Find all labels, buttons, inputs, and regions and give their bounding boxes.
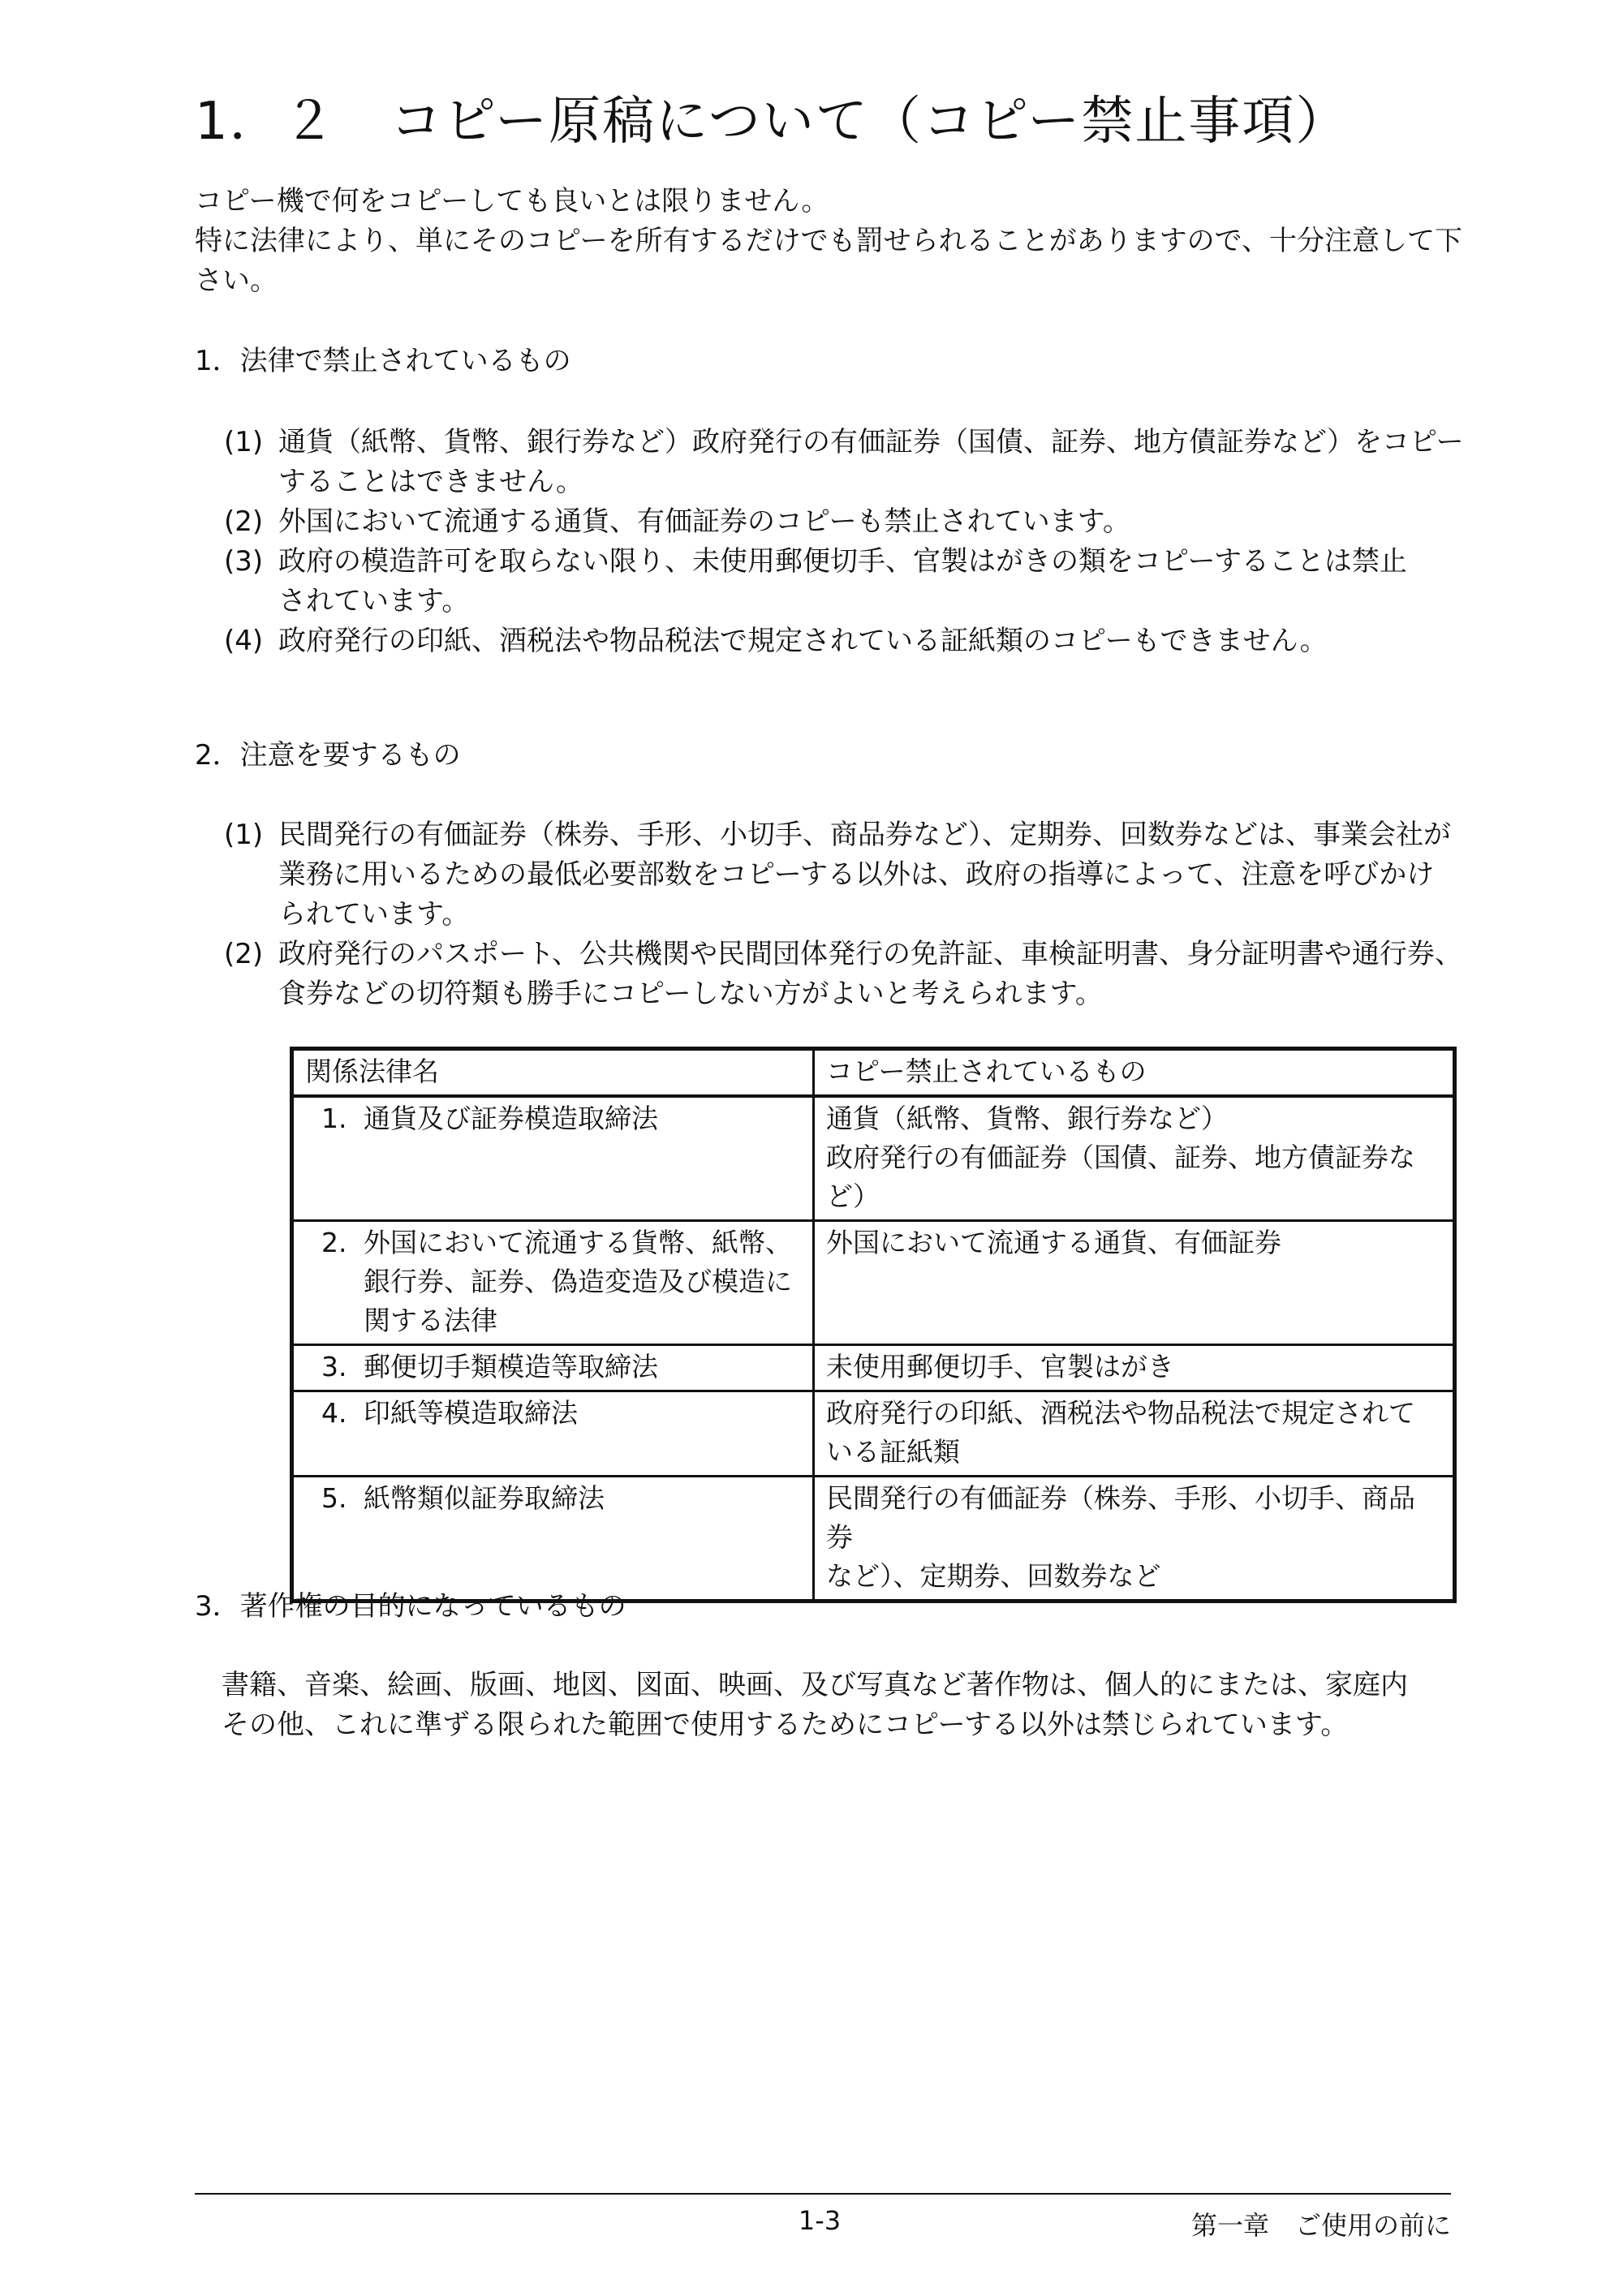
intro-line: コピー機で何をコピーしても良いとは限りません。: [195, 185, 829, 217]
law-name-line: 紙幣類似証券取締法: [364, 1482, 605, 1514]
list-item-text: することはできません。: [278, 466, 584, 498]
law-name-line: 関する法律: [364, 1305, 497, 1336]
row-number: 2.: [321, 1227, 347, 1258]
section-text: 書籍、音楽、絵画、版画、地図、図面、映画、及び写真など著作物は、個人的にまたは、家庭内: [222, 1669, 1408, 1701]
section-heading: 1．法律で禁止されているもの: [195, 345, 571, 377]
law-name-line: 銀行券、証券、偽造変造及び模造に: [364, 1266, 792, 1297]
intro-line: さい。: [195, 264, 278, 297]
row-number: 4.: [321, 1397, 347, 1429]
table-row: [292, 1096, 1455, 1221]
section-text: その他、これに準ずる限られた範囲で使用するためにコピーする以外は禁じられています。: [222, 1709, 1349, 1741]
list-item-label: (3): [224, 545, 264, 578]
table-row: [292, 1477, 1455, 1602]
items-cell: [814, 1096, 1455, 1221]
item-line: 政府発行の有価証券（国債、証券、地方債証券など）: [826, 1142, 1415, 1212]
item-line: 政府発行の印紙、酒税法や物品税法で規定されて: [826, 1397, 1415, 1429]
list-item-text: 通貨（紙幣、貨幣、銀行券など）政府発行の有価証券（国債、証券、地方債証券など）をコピー: [278, 426, 1464, 458]
list-item-label: (4): [224, 625, 264, 657]
items-cell: [814, 1221, 1455, 1345]
list-item-text: 業務に用いるための最低必要部数をコピーする以外は、政府の指導によって、注意を呼びかけ: [278, 858, 1435, 891]
list-item-text: 食券などの切符類も勝手にコピーしない方がよいと考えられます。: [278, 978, 1103, 1010]
page-number: 1-3: [798, 2205, 842, 2236]
item-line: など）、定期券、回数券など: [826, 1560, 1161, 1592]
law-name-line: 通貨及び証券模造取締法: [364, 1103, 658, 1134]
law-name: [305, 1348, 801, 1387]
section-heading: 2．注意を要するもの: [195, 739, 461, 772]
table-header-law: 関係法律名: [292, 1049, 814, 1097]
law-cell: [292, 1391, 814, 1477]
item-line: 通貨（紙幣、貨幣、銀行券など）: [826, 1103, 1228, 1134]
item-line: 外国において流通する通貨、有価証券: [826, 1227, 1281, 1258]
page-title: 1．２ コピー原稿について（コピー禁止事項）: [195, 92, 1350, 152]
list-item-text: 民間発行の有価証券（株券、手形、小切手、商品券など）、定期券、回数券などは、事業会社が: [278, 819, 1451, 851]
law-cell: [292, 1221, 814, 1345]
table-row: [292, 1221, 1455, 1345]
row-number: 1.: [321, 1103, 347, 1134]
row-number: 3.: [321, 1351, 347, 1382]
item-line: 未使用郵便切手、官製はがき: [826, 1351, 1174, 1382]
table-row: [292, 1345, 1455, 1391]
list-item-text: られています。: [278, 898, 470, 931]
list-item-text: されています。: [278, 585, 470, 617]
law-name-line: 郵便切手類模造等取締法: [364, 1351, 658, 1382]
table-row: [292, 1391, 1455, 1477]
law-name: [305, 1223, 801, 1262]
items-cell: [814, 1345, 1455, 1391]
list-item-text: 政府発行のパスポート、公共機関や民間団体発行の免許証、車検証明書、身分証明書や通行券、: [278, 938, 1462, 970]
chapter-label: 第一章 ご使用の前に: [1190, 2210, 1451, 2241]
law-name: [305, 1479, 801, 1518]
list-item-text: 政府発行の印紙、酒税法や物品税法で規定されている証紙類のコピーもできません。: [278, 625, 1328, 657]
list-item-label: (2): [224, 938, 264, 970]
row-number: 5.: [321, 1482, 347, 1514]
list-item-text: 外国において流通する通貨、有価証券のコピーも禁止されています。: [278, 505, 1130, 538]
list-item-label: (2): [224, 505, 264, 538]
law-name-line: 外国において流通する貨幣、紙幣、: [364, 1227, 792, 1258]
law-table: [290, 1047, 1457, 1603]
law-cell: [292, 1477, 814, 1602]
list-item-label: (1): [224, 819, 264, 851]
intro-line: 特に法律により、単にそのコピーを所有するだけでも罰せられることがありますので、十分注意して下: [195, 225, 1462, 257]
items-cell: [814, 1391, 1455, 1477]
law-cell: [292, 1345, 814, 1391]
items-cell: [814, 1477, 1455, 1602]
section-heading: 3．著作権の目的になっているもの: [195, 1590, 626, 1623]
law-name-line: 印紙等模造取締法: [364, 1397, 578, 1429]
law-cell: [292, 1096, 814, 1221]
item-line: 民間発行の有価証券（株券、手形、小切手、商品券: [826, 1482, 1415, 1553]
law-name: [305, 1099, 801, 1138]
item-line: いる証紙類: [826, 1436, 960, 1468]
list-item-label: (1): [224, 426, 264, 458]
table-header-items: コピー禁止されているもの: [814, 1049, 1455, 1097]
law-name: [305, 1394, 801, 1433]
footer-divider: [195, 2193, 1451, 2195]
table-header-row: [292, 1049, 1455, 1097]
list-item-text: 政府の模造許可を取らない限り、未使用郵便切手、官製はがきの類をコピーすることは禁止: [278, 545, 1407, 578]
